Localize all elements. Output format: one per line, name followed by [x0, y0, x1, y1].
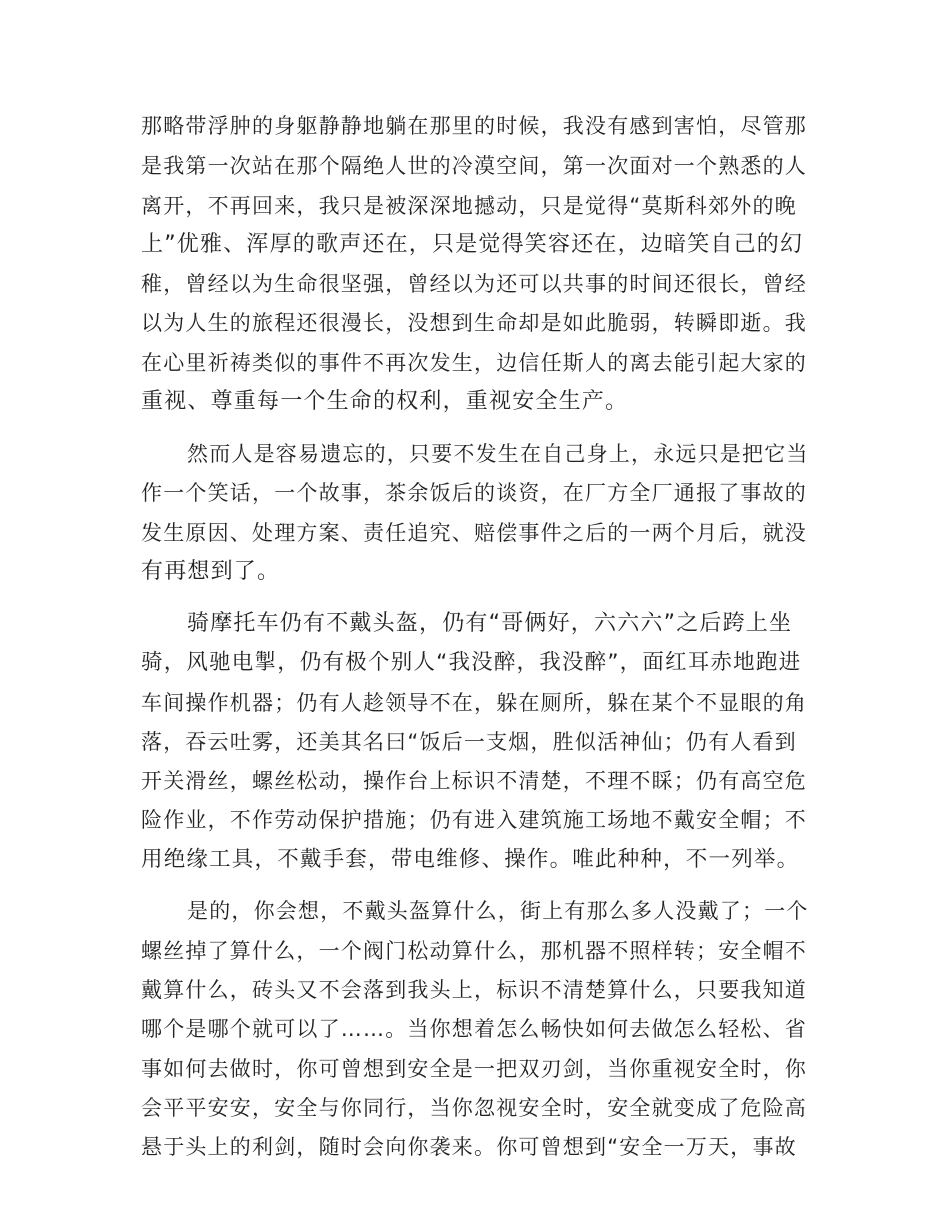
paragraph-3-line-3: 车间操作机器；仍有人趁领导不在，躲在厕所，躲在某个不显眼的角 [141, 691, 807, 715]
paragraph-2-line-3: 发生原因、处理方案、责任追究、赔偿事件之后的一两个月后，就没 [141, 521, 807, 545]
paragraph-3-line-7: 用绝缘工具，不戴手套，带电维修、操作。唯此种种，不一列举。 [141, 847, 800, 872]
paragraph-4-line-2: 螺丝掉了算什么，一个阀门松动算什么，那机器不照样转；安全帽不 [141, 939, 807, 963]
paragraph-1-line-6: 以为人生的旅程还很漫长，没想到生命却是如此脆弱，转瞬即逝。我 [141, 311, 807, 335]
paragraph-3-line-5: 开关滑丝，螺丝松动，操作台上标识不清楚，不理不睬；仍有高空危 [141, 769, 807, 793]
paragraph-4-line-6: 会平平安安，安全与你同行，当你忽视安全时，安全就变成了危险高 [141, 1096, 807, 1120]
paragraph-1-line-3: 离开，不再回来，我只是被深深地撼动，只是觉得“莫斯科郊外的晚 [141, 194, 797, 218]
paragraph-4-line-7: 悬于头上的利剑，随时会向你袭来。你可曾想到“安全一万天，事故 [141, 1135, 797, 1159]
paragraph-3-line-4: 落，吞云吐雾，还美其名曰“饭后一支烟，胜似活神仙；仍有人看到 [141, 730, 797, 754]
paragraph-2-line-4: 有再想到了。 [141, 559, 281, 584]
paragraph-4-line-3: 戴算什么，砖头又不会落到我头上，标识不清楚算什么，只要我知道 [141, 978, 807, 1002]
paragraph-1-line-8: 重视、尊重每一个生命的权利，重视安全生产。 [141, 389, 629, 414]
paragraph-3-line-2: 骑，风驰电掣，仍有极个别人“我没醉，我没醉”，面红耳赤地跑进 [141, 650, 802, 675]
paragraph-1-line-4: 上”优雅、浑厚的歌声还在，只是觉得笑容还在，边暗笑自己的幻 [141, 232, 804, 257]
paragraph-3-line-6: 险作业，不作劳动保护措施；仍有进入建筑施工场地不戴安全帽；不 [141, 808, 807, 832]
paragraph-1-line-2: 是我第一次站在那个隔绝人世的冷漠空间，第一次面对一个熟悉的人 [141, 154, 807, 178]
paragraph-4-line-4: 哪个是哪个就可以了……。当你想着怎么畅快如何去做怎么轻松、省 [141, 1017, 807, 1041]
paragraph-1-line-1: 那略带浮肿的身躯静静地躺在那里的时候，我没有感到害怕，尽管那 [141, 114, 807, 138]
paragraph-1-line-7: 在心里祈祷类似的事件不再次发生，边信任斯人的离去能引起大家的 [141, 351, 807, 375]
paragraph-3-line-1: 骑摩托车仍有不戴头盔，仍有“哥俩好，六六六”之后跨上坐 [187, 611, 793, 636]
paragraph-4-line-5: 事如何去做时，你可曾想到安全是一把双刃剑，当你重视安全时，你 [141, 1057, 807, 1081]
paragraph-2-line-2: 作一个笑话，一个故事，茶余饭后的谈资，在厂方全厂通报了事故的 [141, 481, 807, 505]
paragraph-4-line-1: 是的，你会想，不戴头盔算什么，街上有那么多人没戴了；一个 [187, 899, 809, 923]
paragraph-1-line-5: 稚，曾经以为生命很坚强，曾经以为还可以共事的时间还很长，曾经 [141, 272, 807, 296]
paragraph-2-line-1: 然而人是容易遗忘的，只要不发生在自己身上，永远只是把它当 [187, 442, 809, 466]
